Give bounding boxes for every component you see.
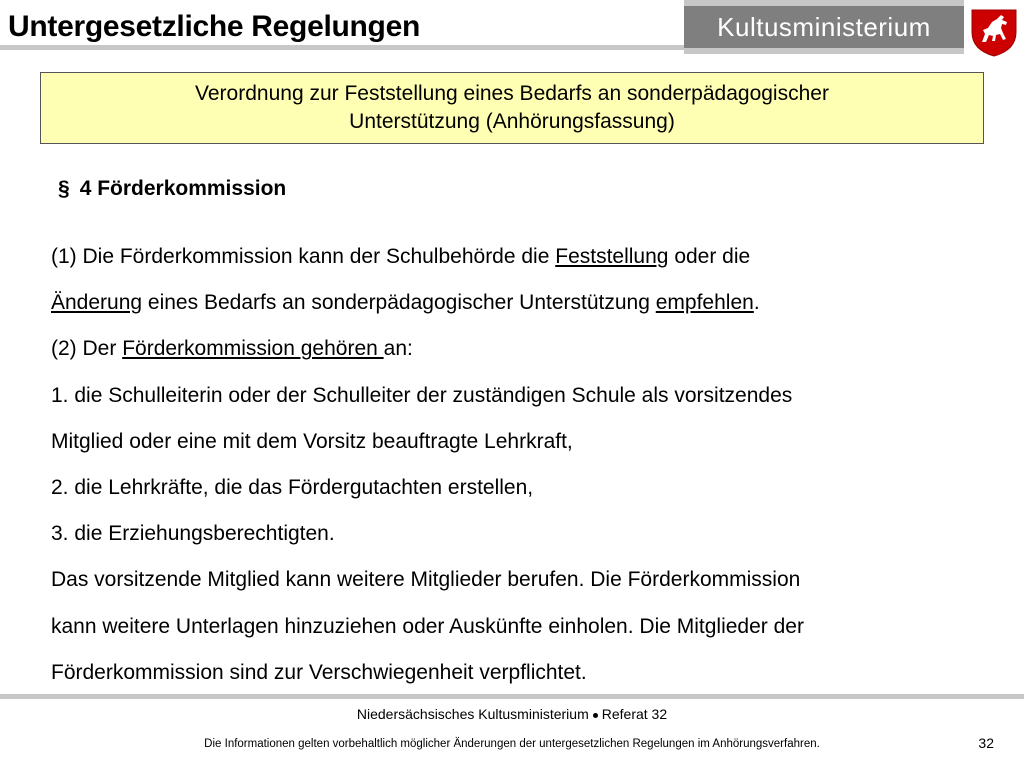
- text-line: Das vorsitzende Mitglied kann weitere Mitglieder berufen. Die Förderkommission: [51, 568, 801, 592]
- brand-banner: [684, 0, 964, 54]
- bullet-icon: [593, 713, 598, 718]
- underlined-term: empfehlen: [655, 291, 754, 315]
- text-line: 3. die Erziehungsberechtigten.: [51, 522, 335, 546]
- regulation-title-box: [40, 72, 984, 144]
- section-heading: [58, 177, 286, 201]
- section-title: 4 Förderkommission: [79, 177, 287, 200]
- section-symbol: §: [58, 177, 70, 200]
- text-line: 2. die Lehrkräfte, die das Fördergutachten erstellen,: [51, 475, 534, 499]
- brand-label: Kultusministerium: [717, 11, 931, 42]
- regulation-title-line-1: Verordnung zur Feststellung eines Bedarfs an sonderpädagogischer: [195, 82, 829, 105]
- page-number: 32: [978, 735, 994, 751]
- niedersachsen-horse-icon: [968, 6, 1020, 58]
- text-line: Mitglied oder eine mit dem Vorsitz beauftragte Lehrkraft,: [51, 429, 573, 453]
- underlined-term: Änderung: [51, 291, 143, 315]
- regulation-title-line-2: Unterstützung (Anhörungsfassung): [349, 110, 675, 133]
- footer-organization: [0, 706, 1024, 722]
- header-rule: [0, 45, 684, 50]
- underlined-term: Feststellung: [555, 245, 669, 268]
- text-line: (1) Die Förderkommission kann der Schulbehörde die Feststellung oder die: [51, 245, 751, 268]
- paragraph-content: [51, 234, 991, 696]
- text-line: kann weitere Unterlagen hinzuziehen oder Auskünfte einholen. Die Mitglieder der: [51, 614, 804, 638]
- text-line: Änderung eines Bedarfs an sonderpädagogischer Unterstützung empfehlen.: [51, 291, 760, 315]
- text-line: 1. die Schulleiterin oder der Schulleiter der zuständigen Schule als vorsitzendes: [51, 383, 793, 407]
- page-title: Untergesetzliche Regelungen: [8, 10, 420, 43]
- footer-dept: Referat 32: [601, 706, 668, 722]
- underlined-term: Förderkommission gehören: [122, 337, 384, 361]
- footer-rule: [0, 694, 1024, 699]
- footer-org: Niedersächsisches Kultusministerium: [356, 706, 589, 722]
- footer-disclaimer: Die Informationen gelten vorbehaltlich möglicher Änderungen der untergesetzlichen Regelungen im Anhörungsverfahren.: [204, 738, 820, 750]
- brand-box: [684, 6, 964, 48]
- text-line: (2) Der Förderkommission gehören an:: [51, 337, 413, 361]
- text-line: Förderkommission sind zur Verschwiegenheit verpflichtet.: [51, 660, 587, 684]
